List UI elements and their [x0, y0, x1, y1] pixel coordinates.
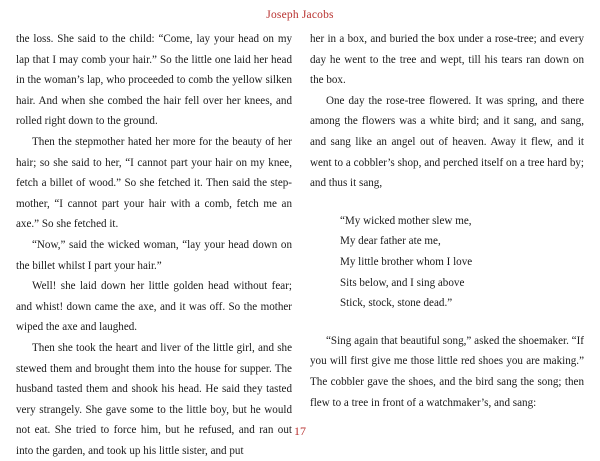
right-column	[310, 29, 584, 413]
paragraph: the loss. She said to the child: “Come, lay your head on my lap that I may comb your hair.” So the little one laid her head in the woman’s lap, who proceeded to comb the yellow silken hair. And when she combed the hair fell over her knees, and rolled right down to the ground.	[16, 33, 292, 128]
paragraph: “Sing again that beautiful song,” asked the shoemaker. “If you will first give me those little red shoes you are making.” The cobbler gave the shoes, and the bird sang the song; then flew to a tree in front of a watchmaker’s, and sang:	[310, 334, 584, 409]
verse-line: “My wicked mother slew me,	[340, 214, 472, 227]
paragraph: One day the rose-tree flowered. It was spring, and there among the flowers was a white bird; and it sang, and sang, and sang like an angel out of heaven. Away it flew, and it went to a cobbler’s shop, and perched itself on a tree hard by; and thus it sang,	[310, 94, 584, 190]
verse-line: Sits below, and I sing above	[340, 276, 465, 289]
verse-line: My dear father ate me,	[340, 235, 441, 248]
verse-line: My little brother whom I love	[340, 255, 473, 268]
paragraph: Then she took the heart and liver of the little girl, and she stewed them and brought them into the house for supper. The husband tasted them and shook his head. He said they tasted very strangely. She gave some to the little boy, but he would not eat. She tried to force him, but he refused, and ran out into the garden, and took up his little sister, and put	[16, 341, 292, 457]
paragraph: Well! she laid down her little golden head without fear; and whist! down came the axe, and it was off. So the mother wiped the axe and laughed.	[16, 280, 292, 334]
paragraph: “Now,” said the wicked woman, “lay your head down on the billet whilst I part your hair.”	[16, 238, 292, 272]
verse-block	[340, 211, 584, 314]
page-number: 17	[294, 424, 306, 438]
running-head: Joseph Jacobs	[266, 9, 334, 21]
paragraph: her in a box, and buried the box under a rose-tree; and every day he went to the tree and wept, till his tears ran down on the box.	[310, 33, 584, 87]
verse-line: Stick, stock, stone dead.”	[340, 297, 453, 310]
paragraph: Then the stepmother hated her more for the beauty of her hair; so she said to her, “I cannot part your hair on my knee, fetch a billet of wood.” So she fetched it. Then said the step-mother, “I cannot part your hair with a comb, fetch me an axe.” So she fetched it.	[16, 135, 292, 231]
left-column	[16, 29, 292, 461]
